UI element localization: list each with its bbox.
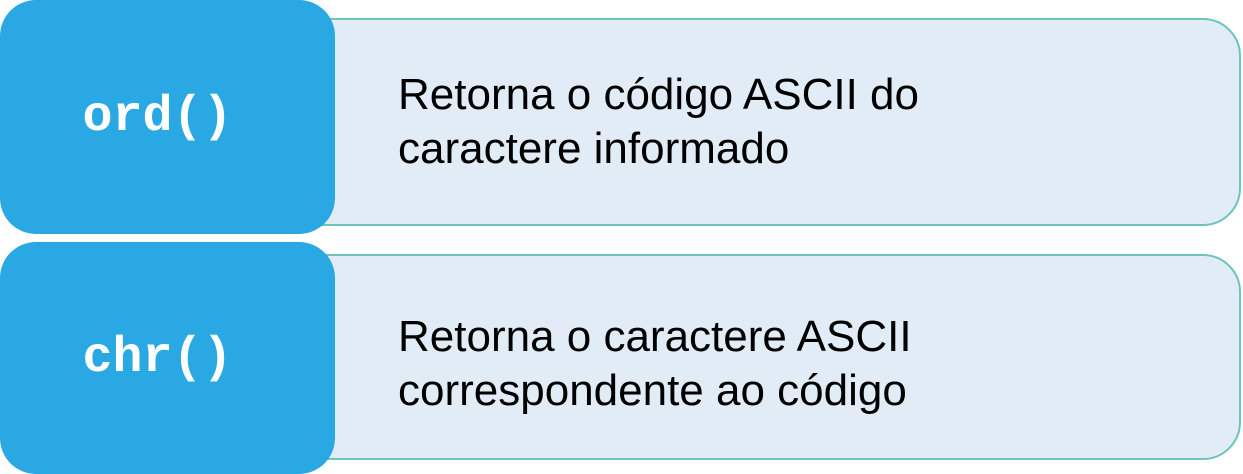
function-name-label: ord() xyxy=(82,88,233,146)
function-row-ord xyxy=(0,0,1243,236)
description-box xyxy=(250,254,1241,460)
description-line: caractere informado xyxy=(398,124,790,173)
description-line: Retorna o código ASCII do xyxy=(398,70,919,119)
description-line: correspondente ao código xyxy=(398,366,907,415)
function-row-chr xyxy=(0,240,1243,472)
description-text xyxy=(398,68,919,176)
description-box xyxy=(250,18,1241,226)
function-name-label: chr() xyxy=(82,329,233,387)
function-box xyxy=(0,0,335,234)
description-text xyxy=(398,310,912,418)
function-box xyxy=(0,242,335,474)
description-line: Retorna o caractere ASCII xyxy=(398,312,912,361)
